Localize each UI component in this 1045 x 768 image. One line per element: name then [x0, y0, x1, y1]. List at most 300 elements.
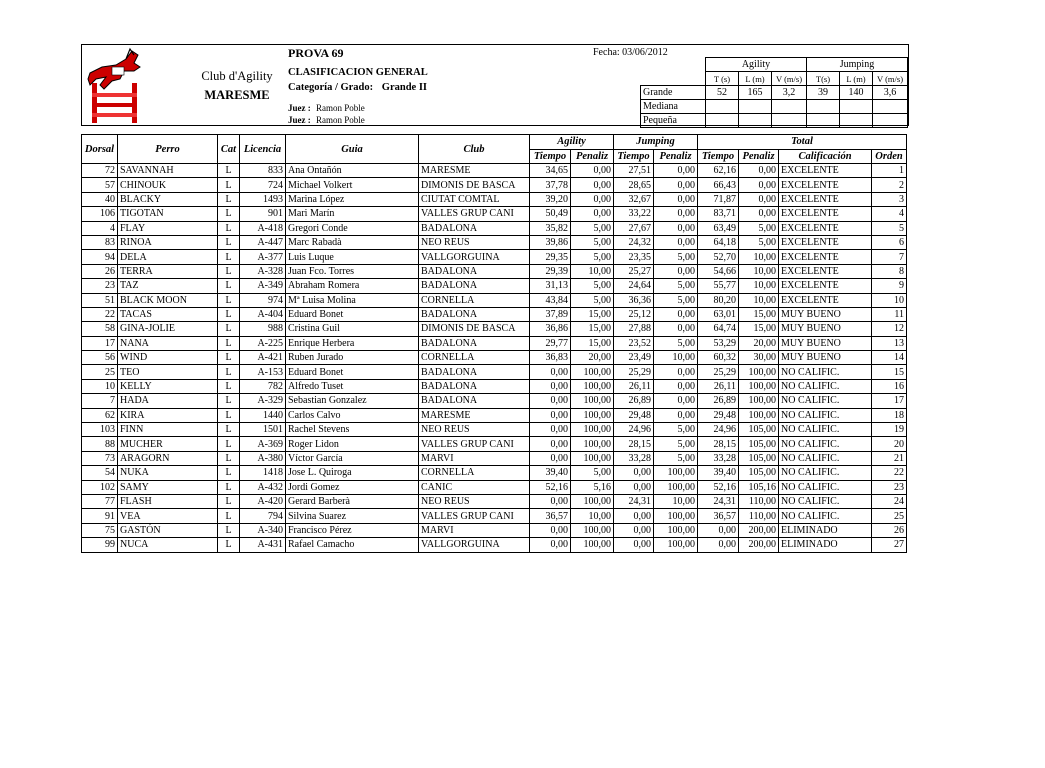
cell-total-penaliz: 0,00 [739, 164, 779, 178]
table-row [82, 523, 907, 537]
cell-total-penaliz: 100,00 [739, 379, 779, 393]
cell-perro: RINOA [118, 235, 218, 249]
table-row [82, 336, 907, 350]
cell-cat: L [218, 293, 240, 307]
params-cell: 165 [739, 86, 772, 100]
cell-jumping-tiempo: 28,65 [614, 178, 654, 192]
col-header-total-tiempo: Tiempo [698, 149, 739, 164]
cell-calificacion: EXCELENTE [779, 250, 872, 264]
cell-orden: 26 [872, 523, 907, 537]
cell-club: MARVI [419, 523, 530, 537]
cell-agility-penaliz: 5,00 [571, 250, 614, 264]
table-row [82, 466, 907, 480]
cell-calificacion: NO CALIFIC. [779, 509, 872, 523]
table-row [82, 423, 907, 437]
cell-cat: L [218, 379, 240, 393]
cell-orden: 5 [872, 221, 907, 235]
cell-guia: Michael Volkert [286, 178, 419, 192]
cell-orden: 3 [872, 192, 907, 206]
fecha-value: 03/06/2012 [622, 47, 668, 58]
cell-dorsal: 91 [82, 509, 118, 523]
cell-agility-penaliz: 100,00 [571, 494, 614, 508]
params-cell [807, 114, 840, 128]
cell-perro: NANA [118, 336, 218, 350]
cell-licencia: 901 [240, 207, 286, 221]
params-cell [807, 100, 840, 114]
cell-perro: FLAY [118, 221, 218, 235]
cell-jumping-tiempo: 23,52 [614, 336, 654, 350]
cell-agility-penaliz: 0,00 [571, 178, 614, 192]
col-header-agility-tiempo: Tiempo [530, 149, 571, 164]
col-header-perro: Perro [118, 135, 218, 164]
table-row [82, 235, 907, 249]
cell-dorsal: 62 [82, 408, 118, 422]
cell-agility-tiempo: 31,13 [530, 279, 571, 293]
cell-jumping-penaliz: 5,00 [654, 451, 698, 465]
cell-agility-tiempo: 37,89 [530, 307, 571, 321]
cell-jumping-penaliz: 0,00 [654, 192, 698, 206]
cell-cat: L [218, 480, 240, 494]
cell-jumping-tiempo: 23,35 [614, 250, 654, 264]
cell-agility-penaliz: 100,00 [571, 437, 614, 451]
cell-licencia: A-380 [240, 451, 286, 465]
cell-jumping-tiempo: 36,36 [614, 293, 654, 307]
table-row [82, 451, 907, 465]
params-cell [739, 114, 772, 128]
club-line1: Club d'Agility [201, 69, 273, 83]
cell-jumping-penaliz: 100,00 [654, 509, 698, 523]
cell-jumping-tiempo: 27,67 [614, 221, 654, 235]
cell-licencia: A-153 [240, 365, 286, 379]
cell-agility-tiempo: 39,86 [530, 235, 571, 249]
cell-orden: 14 [872, 351, 907, 365]
cell-agility-tiempo: 39,40 [530, 466, 571, 480]
cell-club: NEO REUS [419, 423, 530, 437]
cell-perro: MUCHER [118, 437, 218, 451]
cell-orden: 20 [872, 437, 907, 451]
cell-orden: 6 [872, 235, 907, 249]
cell-dorsal: 99 [82, 538, 118, 552]
params-cell [772, 100, 807, 114]
cell-perro: GINA-JOLIE [118, 322, 218, 336]
cell-orden: 4 [872, 207, 907, 221]
cell-calificacion: NO CALIFIC. [779, 437, 872, 451]
cell-dorsal: 7 [82, 394, 118, 408]
cell-total-penaliz: 105,16 [739, 480, 779, 494]
cell-agility-penaliz: 100,00 [571, 394, 614, 408]
cell-club: BADALONA [419, 221, 530, 235]
cell-dorsal: 102 [82, 480, 118, 494]
cell-guia: Sebastian Gonzalez [286, 394, 419, 408]
cell-cat: L [218, 178, 240, 192]
table-row [82, 192, 907, 206]
cell-orden: 10 [872, 293, 907, 307]
results-body [82, 164, 907, 553]
cell-agility-tiempo: 50,49 [530, 207, 571, 221]
cell-perro: KIRA [118, 408, 218, 422]
cell-total-penaliz: 10,00 [739, 264, 779, 278]
col-header-jumping-tiempo: Tiempo [614, 149, 654, 164]
cell-jumping-penaliz: 5,00 [654, 293, 698, 307]
cell-jumping-tiempo: 0,00 [614, 538, 654, 552]
cell-perro: KELLY [118, 379, 218, 393]
cell-orden: 13 [872, 336, 907, 350]
cell-agility-penaliz: 100,00 [571, 408, 614, 422]
cell-perro: WIND [118, 351, 218, 365]
cell-total-tiempo: 71,87 [698, 192, 739, 206]
cell-agility-tiempo: 0,00 [530, 437, 571, 451]
cell-guia: Carlos Calvo [286, 408, 419, 422]
params-corner [641, 72, 706, 86]
cell-agility-tiempo: 37,78 [530, 178, 571, 192]
cell-agility-penaliz: 20,00 [571, 351, 614, 365]
cell-licencia: A-340 [240, 523, 286, 537]
cell-total-penaliz: 200,00 [739, 538, 779, 552]
col-header-club: Club [419, 135, 530, 164]
cell-jumping-penaliz: 0,00 [654, 221, 698, 235]
cell-cat: L [218, 207, 240, 221]
cell-jumping-tiempo: 24,96 [614, 423, 654, 437]
cell-total-tiempo: 60,32 [698, 351, 739, 365]
params-col: T(s) [807, 72, 840, 86]
params-col: V (m/s) [772, 72, 807, 86]
cell-total-tiempo: 0,00 [698, 538, 739, 552]
cell-agility-penaliz: 10,00 [571, 509, 614, 523]
cell-licencia: 1493 [240, 192, 286, 206]
cell-total-tiempo: 26,11 [698, 379, 739, 393]
params-cell [840, 114, 873, 128]
cell-agility-tiempo: 36,86 [530, 322, 571, 336]
cell-agility-tiempo: 36,83 [530, 351, 571, 365]
cell-agility-tiempo: 36,57 [530, 509, 571, 523]
cell-orden: 9 [872, 279, 907, 293]
juez-line-2 [288, 115, 365, 125]
cell-total-tiempo: 26,89 [698, 394, 739, 408]
cell-club: BADALONA [419, 264, 530, 278]
params-cell [873, 114, 908, 128]
cell-club: DIMONIS DE BASCA [419, 178, 530, 192]
cell-club: VALLES GRUP CANI [419, 509, 530, 523]
cell-dorsal: 73 [82, 451, 118, 465]
cell-calificacion: NO CALIFIC. [779, 379, 872, 393]
cell-total-tiempo: 39,40 [698, 466, 739, 480]
cell-licencia: A-328 [240, 264, 286, 278]
params-cell: 3,2 [772, 86, 807, 100]
cell-cat: L [218, 523, 240, 537]
cell-perro: TACAS [118, 307, 218, 321]
table-row [82, 480, 907, 494]
cell-dorsal: 51 [82, 293, 118, 307]
cell-cat: L [218, 466, 240, 480]
cell-licencia: A-418 [240, 221, 286, 235]
cell-club: MARVI [419, 451, 530, 465]
cell-cat: L [218, 307, 240, 321]
report-header [81, 44, 909, 126]
cell-dorsal: 54 [82, 466, 118, 480]
categoria-value: Grande II [381, 82, 427, 93]
cell-jumping-penaliz: 0,00 [654, 365, 698, 379]
cell-club: CORNELLA [419, 466, 530, 480]
cell-orden: 1 [872, 164, 907, 178]
cell-calificacion: EXCELENTE [779, 178, 872, 192]
cell-perro: SAVANNAH [118, 164, 218, 178]
cell-licencia: A-432 [240, 480, 286, 494]
cell-calificacion: MUY BUENO [779, 322, 872, 336]
cell-licencia: A-377 [240, 250, 286, 264]
cell-perro: NUKA [118, 466, 218, 480]
cell-guia: Gerard Barberà [286, 494, 419, 508]
cell-total-tiempo: 55,77 [698, 279, 739, 293]
cell-guia: Jordi Gomez [286, 480, 419, 494]
cell-orden: 24 [872, 494, 907, 508]
cell-agility-tiempo: 39,20 [530, 192, 571, 206]
cell-total-penaliz: 200,00 [739, 523, 779, 537]
group-header-agility: Agility [530, 135, 614, 150]
cell-guia: Alfredo Tuset [286, 379, 419, 393]
col-header-dorsal: Dorsal [82, 135, 118, 164]
cell-club: BADALONA [419, 336, 530, 350]
cell-guia: Francisco Pérez [286, 523, 419, 537]
cell-agility-tiempo: 0,00 [530, 394, 571, 408]
cell-calificacion: EXCELENTE [779, 221, 872, 235]
cell-calificacion: EXCELENTE [779, 207, 872, 221]
cell-jumping-penaliz: 5,00 [654, 437, 698, 451]
cell-club: VALLGORGUINA [419, 250, 530, 264]
cell-orden: 22 [872, 466, 907, 480]
params-row-label: Pequeña [641, 114, 706, 128]
table-row [82, 250, 907, 264]
cell-cat: L [218, 394, 240, 408]
col-header-cat: Cat [218, 135, 240, 164]
cell-total-tiempo: 80,20 [698, 293, 739, 307]
cell-cat: L [218, 235, 240, 249]
cell-agility-tiempo: 0,00 [530, 538, 571, 552]
cell-jumping-penaliz: 100,00 [654, 523, 698, 537]
cell-jumping-tiempo: 33,28 [614, 451, 654, 465]
club-line2: MARESME [204, 88, 270, 102]
cell-calificacion: EXCELENTE [779, 279, 872, 293]
cell-calificacion: EXCELENTE [779, 264, 872, 278]
cell-jumping-penaliz: 10,00 [654, 494, 698, 508]
cell-perro: TEO [118, 365, 218, 379]
cell-total-tiempo: 28,15 [698, 437, 739, 451]
params-agility-header: Agility [706, 58, 807, 72]
cell-licencia: A-404 [240, 307, 286, 321]
cell-total-tiempo: 24,31 [698, 494, 739, 508]
cell-licencia: A-447 [240, 235, 286, 249]
cell-jumping-penaliz: 0,00 [654, 379, 698, 393]
cell-guia: Luis Luque [286, 250, 419, 264]
juez-line-1 [288, 103, 365, 113]
cell-orden: 15 [872, 365, 907, 379]
cell-agility-penaliz: 15,00 [571, 307, 614, 321]
cell-jumping-tiempo: 26,11 [614, 379, 654, 393]
cell-agility-penaliz: 0,00 [571, 207, 614, 221]
cell-licencia: 974 [240, 293, 286, 307]
params-cell [873, 100, 908, 114]
cell-dorsal: 75 [82, 523, 118, 537]
cell-guia: Mª Luisa Molina [286, 293, 419, 307]
cell-perro: CHINOUK [118, 178, 218, 192]
cell-perro: TAZ [118, 279, 218, 293]
cell-total-penaliz: 100,00 [739, 394, 779, 408]
cell-calificacion: MUY BUENO [779, 351, 872, 365]
cell-cat: L [218, 494, 240, 508]
cell-total-tiempo: 66,43 [698, 178, 739, 192]
cell-agility-penaliz: 5,00 [571, 466, 614, 480]
cell-dorsal: 83 [82, 235, 118, 249]
cell-jumping-tiempo: 0,00 [614, 466, 654, 480]
params-cell [739, 100, 772, 114]
table-row [82, 509, 907, 523]
cell-total-penaliz: 10,00 [739, 293, 779, 307]
cell-agility-tiempo: 29,77 [530, 336, 571, 350]
cell-jumping-penaliz: 0,00 [654, 307, 698, 321]
params-cell: 52 [706, 86, 739, 100]
params-col: L (m) [739, 72, 772, 86]
cell-agility-penaliz: 100,00 [571, 365, 614, 379]
cell-total-penaliz: 105,00 [739, 437, 779, 451]
fecha-label: Fecha: [593, 47, 620, 58]
cell-orden: 23 [872, 480, 907, 494]
cell-jumping-tiempo: 33,22 [614, 207, 654, 221]
cell-agility-penaliz: 5,00 [571, 221, 614, 235]
cell-calificacion: EXCELENTE [779, 192, 872, 206]
cell-guia: Jose L. Quiroga [286, 466, 419, 480]
cell-jumping-penaliz: 5,00 [654, 336, 698, 350]
params-corner [641, 58, 706, 72]
cell-orden: 27 [872, 538, 907, 552]
table-row [82, 394, 907, 408]
cell-cat: L [218, 408, 240, 422]
col-header-licencia: Licencia [240, 135, 286, 164]
cell-jumping-tiempo: 0,00 [614, 509, 654, 523]
group-header-jumping: Jumping [614, 135, 698, 150]
params-col: V (m/s) [873, 72, 908, 86]
cell-guia: Juan Fco. Torres [286, 264, 419, 278]
cell-perro: DELA [118, 250, 218, 264]
cell-orden: 2 [872, 178, 907, 192]
params-jumping-header: Jumping [807, 58, 908, 72]
cell-calificacion: NO CALIFIC. [779, 365, 872, 379]
cell-calificacion: MUY BUENO [779, 336, 872, 350]
cell-calificacion: NO CALIFIC. [779, 451, 872, 465]
cell-total-tiempo: 54,66 [698, 264, 739, 278]
cell-agility-tiempo: 0,00 [530, 523, 571, 537]
cell-cat: L [218, 250, 240, 264]
cell-orden: 18 [872, 408, 907, 422]
cell-agility-penaliz: 15,00 [571, 322, 614, 336]
cell-jumping-penaliz: 100,00 [654, 538, 698, 552]
table-row [82, 408, 907, 422]
cell-club: CIUTAT COMTAL [419, 192, 530, 206]
cell-agility-penaliz: 5,00 [571, 293, 614, 307]
cell-cat: L [218, 451, 240, 465]
cell-club: BADALONA [419, 379, 530, 393]
cell-calificacion: ELIMINADO [779, 538, 872, 552]
prova-title: PROVA 69 [288, 46, 344, 60]
cell-jumping-tiempo: 28,15 [614, 437, 654, 451]
cell-perro: NUCA [118, 538, 218, 552]
cell-agility-penaliz: 100,00 [571, 538, 614, 552]
cell-jumping-tiempo: 0,00 [614, 480, 654, 494]
cell-calificacion: NO CALIFIC. [779, 423, 872, 437]
cell-jumping-penaliz: 0,00 [654, 264, 698, 278]
cell-total-penaliz: 20,00 [739, 336, 779, 350]
table-row [82, 279, 907, 293]
cell-guia: Gregori Conde [286, 221, 419, 235]
params-cell: 140 [840, 86, 873, 100]
cell-total-penaliz: 5,00 [739, 221, 779, 235]
table-row [82, 307, 907, 321]
params-row-label: Grande [641, 86, 706, 100]
cell-cat: L [218, 538, 240, 552]
club-name [182, 67, 292, 105]
cell-licencia: A-431 [240, 538, 286, 552]
cell-agility-penaliz: 100,00 [571, 423, 614, 437]
cell-total-penaliz: 5,00 [739, 235, 779, 249]
params-col: L (m) [840, 72, 873, 86]
params-cell [706, 100, 739, 114]
cell-total-penaliz: 100,00 [739, 365, 779, 379]
col-header-agility-penaliz: Penaliz [571, 149, 614, 164]
cell-agility-tiempo: 29,35 [530, 250, 571, 264]
cell-agility-tiempo: 52,16 [530, 480, 571, 494]
params-row-label: Mediana [641, 100, 706, 114]
cell-total-penaliz: 10,00 [739, 279, 779, 293]
cell-total-penaliz: 105,00 [739, 451, 779, 465]
cell-calificacion: MUY BUENO [779, 307, 872, 321]
cell-agility-penaliz: 100,00 [571, 379, 614, 393]
cell-guia: Eduard Bonet [286, 307, 419, 321]
categoria-line [288, 82, 427, 93]
params-cell [772, 114, 807, 128]
cell-perro: FLASH [118, 494, 218, 508]
cell-perro: BLACK MOON [118, 293, 218, 307]
cell-agility-tiempo: 0,00 [530, 365, 571, 379]
cell-dorsal: 58 [82, 322, 118, 336]
cell-licencia: 724 [240, 178, 286, 192]
cell-guia: Eduard Bonet [286, 365, 419, 379]
cell-club: VALLES GRUP CANI [419, 207, 530, 221]
cell-agility-tiempo: 34,65 [530, 164, 571, 178]
cell-jumping-penaliz: 0,00 [654, 408, 698, 422]
cell-total-penaliz: 100,00 [739, 408, 779, 422]
cell-jumping-tiempo: 0,00 [614, 523, 654, 537]
cell-club: DIMONIS DE BASCA [419, 322, 530, 336]
cell-club: MARESME [419, 164, 530, 178]
cell-jumping-tiempo: 24,64 [614, 279, 654, 293]
cell-orden: 12 [872, 322, 907, 336]
cell-jumping-penaliz: 5,00 [654, 250, 698, 264]
cell-dorsal: 77 [82, 494, 118, 508]
cell-jumping-tiempo: 27,51 [614, 164, 654, 178]
cell-calificacion: NO CALIFIC. [779, 408, 872, 422]
table-row [82, 293, 907, 307]
cell-total-tiempo: 83,71 [698, 207, 739, 221]
cell-cat: L [218, 192, 240, 206]
cell-club: CORNELLA [419, 351, 530, 365]
cell-agility-tiempo: 35,82 [530, 221, 571, 235]
cell-cat: L [218, 221, 240, 235]
juez-label: Juez : [288, 103, 311, 113]
cell-agility-tiempo: 0,00 [530, 494, 571, 508]
cell-agility-tiempo: 43,84 [530, 293, 571, 307]
cell-perro: SAMY [118, 480, 218, 494]
cell-total-tiempo: 53,29 [698, 336, 739, 350]
cell-total-penaliz: 0,00 [739, 207, 779, 221]
cell-guia: Abraham Romera [286, 279, 419, 293]
